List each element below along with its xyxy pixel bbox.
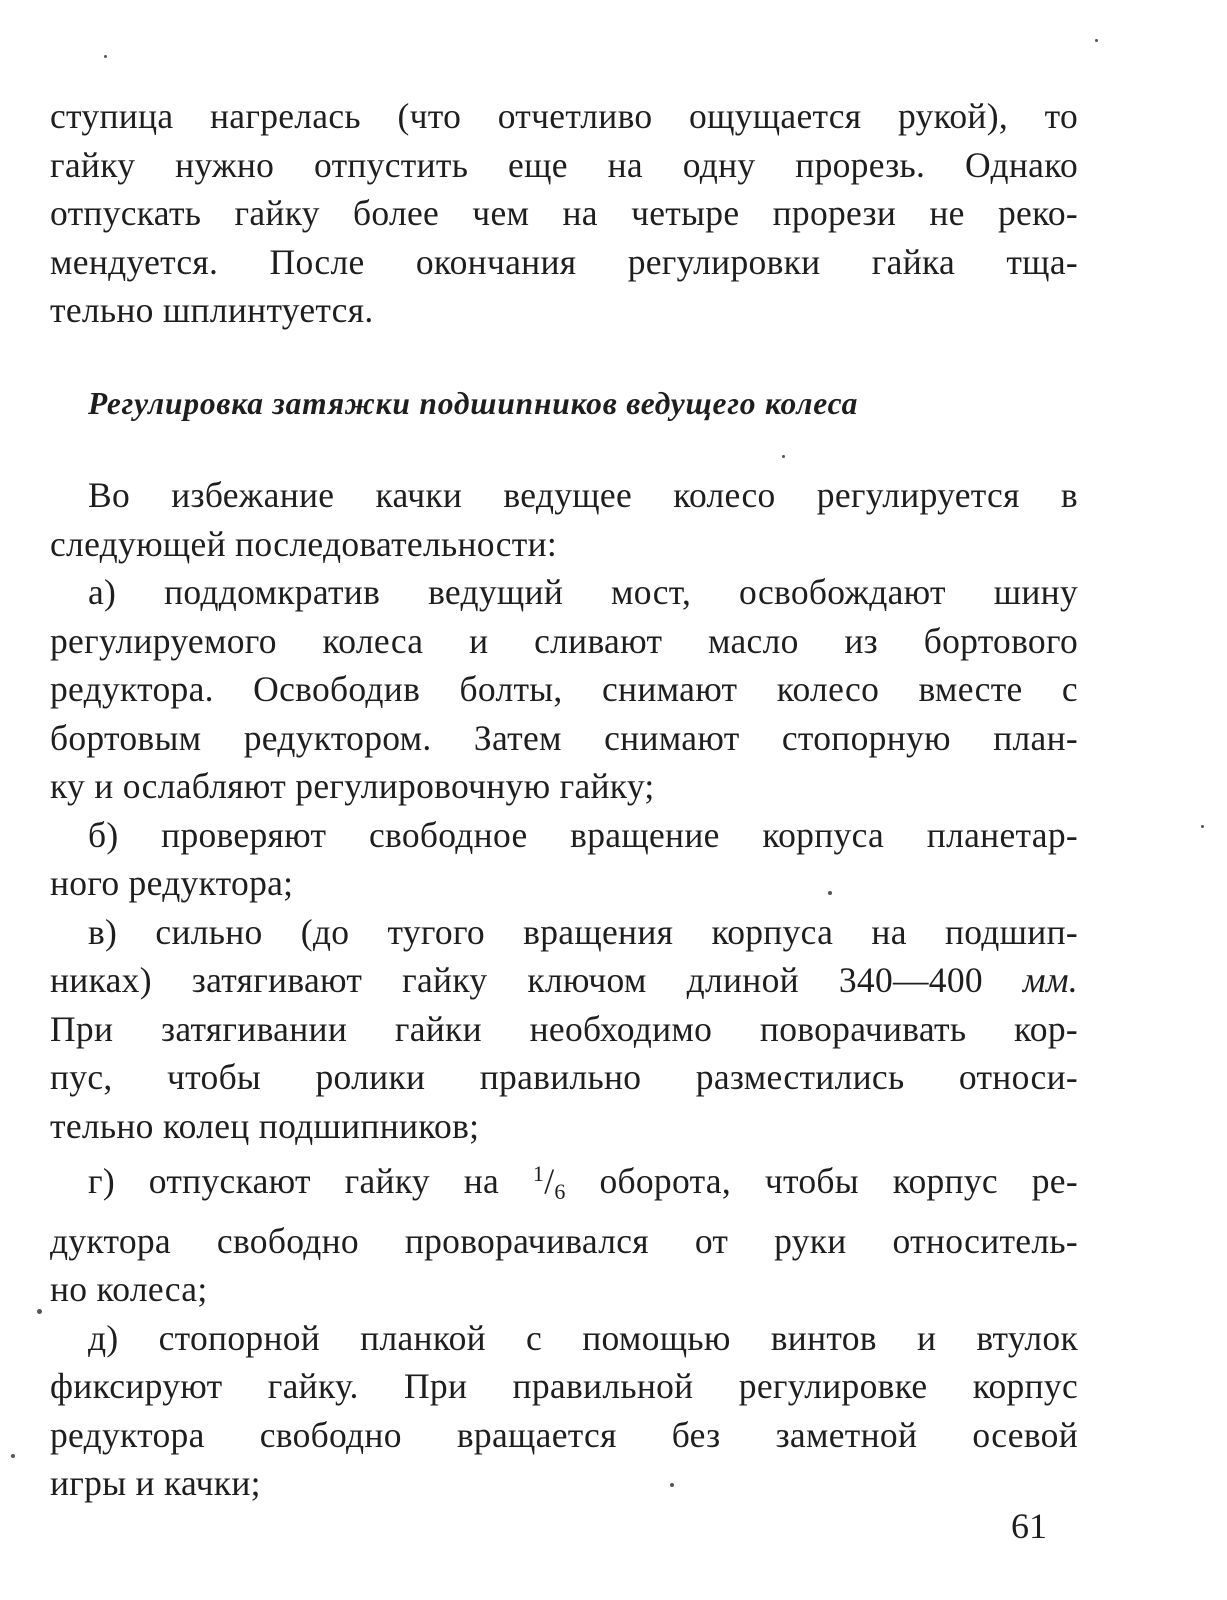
text-line: ку и ослабляют регулировочную гайку; (50, 766, 655, 806)
unit-label: мм. (1022, 960, 1078, 1000)
text-line: тельно шплинтуется. (50, 290, 374, 330)
text-line: гайку нужно отпустить еще на одну прорезь. Однако (50, 144, 1078, 185)
text-line: игры и качки; (50, 1463, 261, 1503)
body-text (50, 471, 1078, 1508)
text-segment: оборота, чтобы корпус ре- (599, 1161, 1078, 1201)
list-item-v (50, 908, 1078, 1151)
text-line: редуктора свободно вращается без заметной осевой (50, 1414, 1078, 1455)
text-line: тельно колец подшипников; (50, 1105, 480, 1146)
list-item-g (50, 1150, 1078, 1314)
text-segment: никах) затягивают гайку ключом длиной 340—400 (50, 960, 983, 1000)
scan-speck (828, 891, 832, 895)
scan-speck (782, 455, 785, 458)
top-paragraph (50, 92, 1078, 335)
text-segment: г) отпускают гайку на (88, 1161, 500, 1201)
fraction (532, 1161, 566, 1204)
list-item-a (50, 568, 1078, 811)
fraction-slash: / (544, 1161, 555, 1201)
text-line: бортовым редуктором. Затем снимают стопорную план- (50, 717, 1078, 758)
text-line: редуктора. Освободив болты, снимают колесо вместе с (50, 669, 1078, 709)
text-line: в) сильно (до тугого вращения корпуса на подшип- (88, 911, 1078, 952)
text-line: регулируемого колеса и сливают масло из бортового (50, 620, 1078, 661)
scan-speck (104, 55, 107, 58)
scan-speck (1095, 39, 1098, 42)
text-line: дуктора свободно проворачивался от руки относитель- (50, 1220, 1078, 1261)
intro-line: следующей последовательности: (50, 523, 558, 564)
text-line (50, 956, 1078, 1005)
text-line: ного редуктора; (50, 863, 294, 903)
text-line: мендуется. После окончания регулировки гайка тща- (50, 241, 1078, 282)
list-item-d (50, 1314, 1078, 1508)
text-line: При затягивании гайки необходимо поворачивать кор- (50, 1008, 1078, 1049)
text-line: ступица нагрелась (что отчетливо ощущается рукой), то (50, 96, 1078, 136)
list-item-b (50, 811, 1078, 908)
text-line: а) поддомкратив ведущий мост, освобождают шину (88, 572, 1078, 612)
text-line: пус, чтобы ролики правильно разместились относи- (50, 1057, 1078, 1097)
scan-speck (670, 1483, 674, 1487)
intro-line: Во избежание качки ведущее колесо регулируется в (88, 475, 1078, 515)
scan-speck (37, 1309, 42, 1314)
fraction-numerator: 1 (532, 1161, 545, 1186)
text-line: но колеса; (50, 1269, 208, 1309)
page-number: 61 (1011, 1506, 1047, 1546)
text-line: б) проверяют свободное вращение корпуса планетар- (88, 814, 1078, 855)
text-line (50, 1150, 1078, 1217)
text-line: фиксируют гайку. При правильной регулировке корпус (50, 1366, 1078, 1406)
scan-speck (1201, 825, 1204, 828)
text-line: д) стопорной планкой с помощью винтов и втулок (88, 1317, 1078, 1358)
text-line: отпускать гайку более чем на четыре прорези не реко- (50, 193, 1078, 233)
section-heading: Регулировка затяжки подшипников ведущего колеса (88, 386, 859, 421)
scan-speck (11, 1454, 15, 1458)
fraction-denominator: 6 (554, 1179, 566, 1204)
